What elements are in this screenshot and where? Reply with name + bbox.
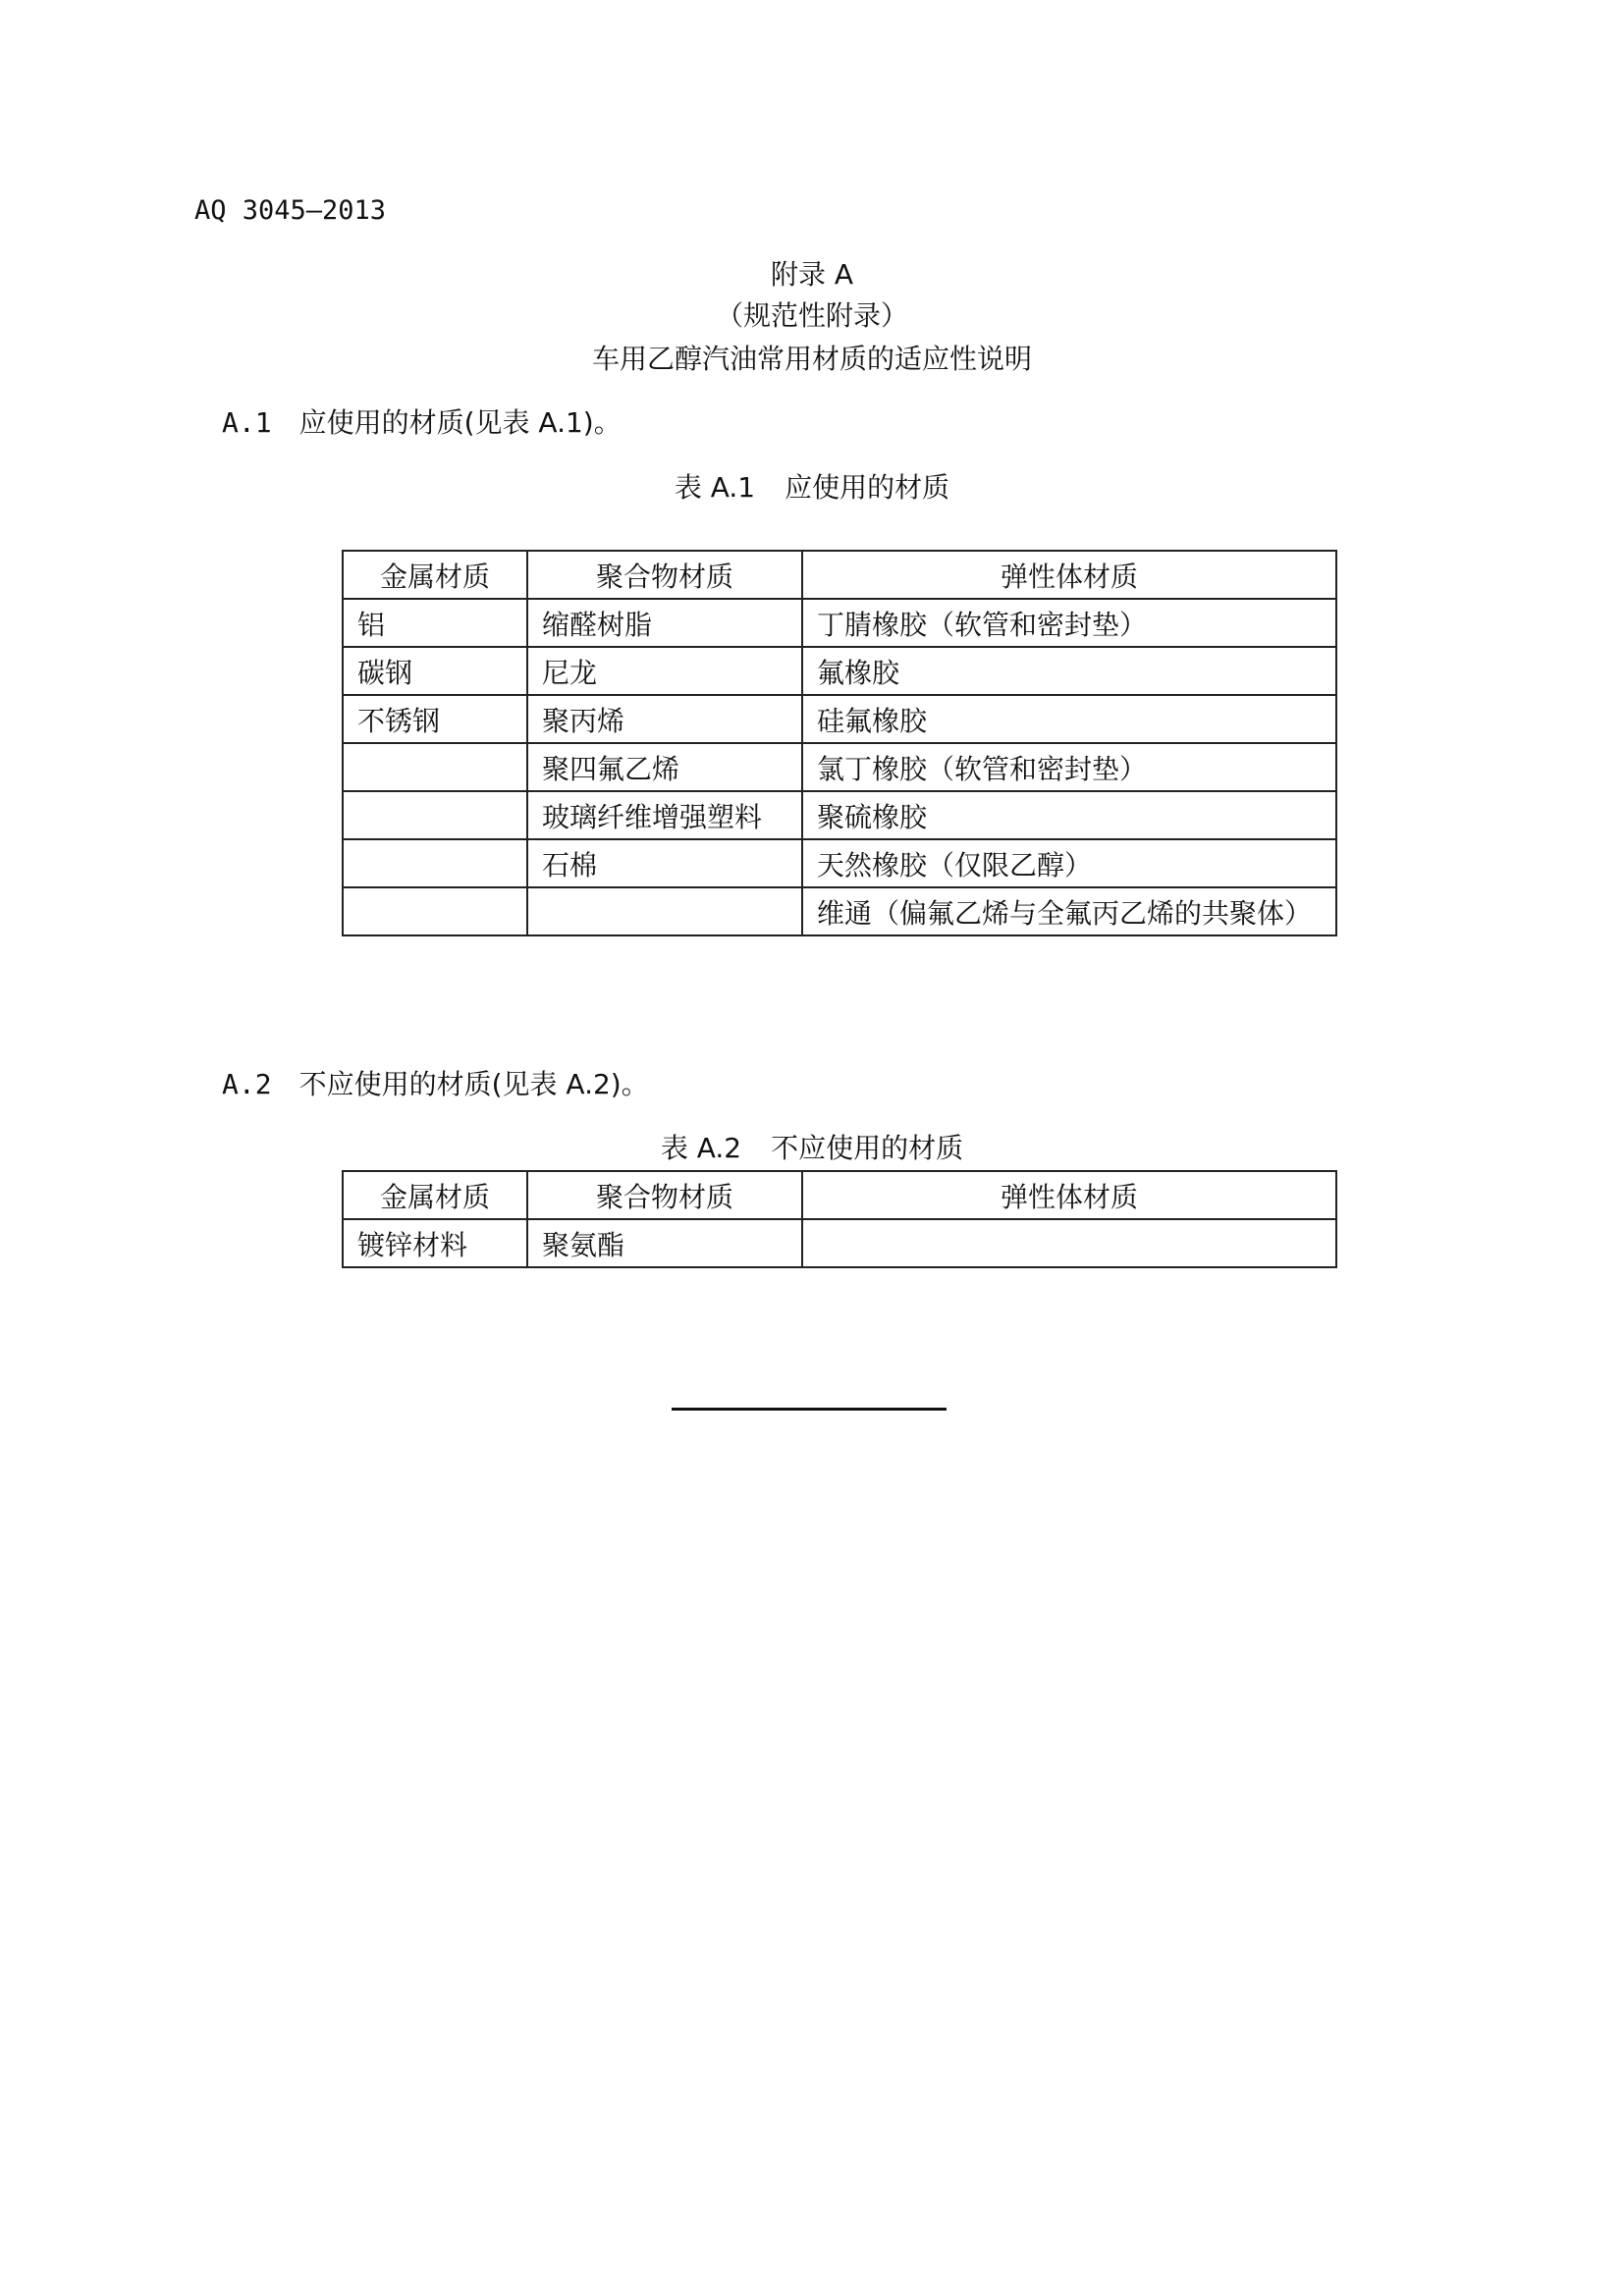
table-cell [527,887,802,935]
clause-a1 [222,401,622,441]
table-caption-title: 应使用的材质 [785,471,950,504]
table-cell: 镀锌材料 [343,1219,527,1267]
table-row [343,839,1336,887]
table-cell: 聚硫橡胶 [802,791,1336,839]
table-cell: 氟橡胶 [802,647,1336,695]
header-cell-metal: 金属材质 [343,1171,527,1219]
table-cell: 不锈钢 [343,695,527,743]
table-cell [343,743,527,791]
table-a2-caption [0,1127,1624,1166]
appendix-title: 附录 A [770,258,854,291]
clause-a2 [222,1063,649,1102]
table-cell: 硅氟橡胶 [802,695,1336,743]
table-caption-title: 不应使用的材质 [771,1132,964,1164]
table-cell: 铝 [343,599,527,647]
table-header-row [343,551,1336,599]
table-cell [343,791,527,839]
table-cell: 聚丙烯 [527,695,802,743]
appendix-subtitle: 车用乙醇汽油常用材质的适应性说明 [591,343,1032,375]
table-cell [343,839,527,887]
table-cell: 丁腈橡胶（软管和密封垫） [802,599,1336,647]
clause-text: 应使用的材质(见表 A.1)。 [298,406,622,439]
table-row [343,743,1336,791]
header-cell-elastomer: 弹性体材质 [802,551,1336,599]
table-caption-number: 表 A.1 [674,471,756,504]
table-cell: 天然橡胶（仅限乙醇） [802,839,1336,887]
table-row [343,1219,1336,1267]
table-cell: 聚四氟乙烯 [527,743,802,791]
table-cell: 维通（偏氟乙烯与全氟丙乙烯的共聚体） [802,887,1336,935]
table-a2 [342,1170,1337,1268]
table-cell [343,887,527,935]
table-cell: 氯丁橡胶（软管和密封垫） [802,743,1336,791]
table-cell: 碳钢 [343,647,527,695]
table-cell: 尼龙 [527,647,802,695]
clause-number: A.1 [222,406,272,439]
table-row [343,791,1336,839]
table-cell: 玻璃纤维增强塑料 [527,791,802,839]
table-caption-number: 表 A.2 [660,1132,742,1164]
end-of-document-rule [672,1408,947,1411]
clause-number: A.2 [222,1068,272,1100]
table-cell: 石棉 [527,839,802,887]
clause-text: 不应使用的材质(见表 A.2)。 [298,1068,649,1100]
table-row [343,695,1336,743]
appendix-type: （规范性附录） [715,299,908,332]
table-row [343,647,1336,695]
header-cell-polymer: 聚合物材质 [527,551,802,599]
header-cell-polymer: 聚合物材质 [527,1171,802,1219]
header-cell-elastomer: 弹性体材质 [802,1171,1336,1219]
table-header-row [343,1171,1336,1219]
table-row [343,599,1336,647]
table-cell: 缩醛树脂 [527,599,802,647]
table-a1-caption [0,466,1624,506]
header-cell-metal: 金属材质 [343,551,527,599]
standard-code: AQ 3045—2013 [194,195,387,226]
table-cell [802,1219,1336,1267]
table-row [343,887,1336,935]
table-cell: 聚氨酯 [527,1219,802,1267]
table-a1 [342,550,1337,936]
